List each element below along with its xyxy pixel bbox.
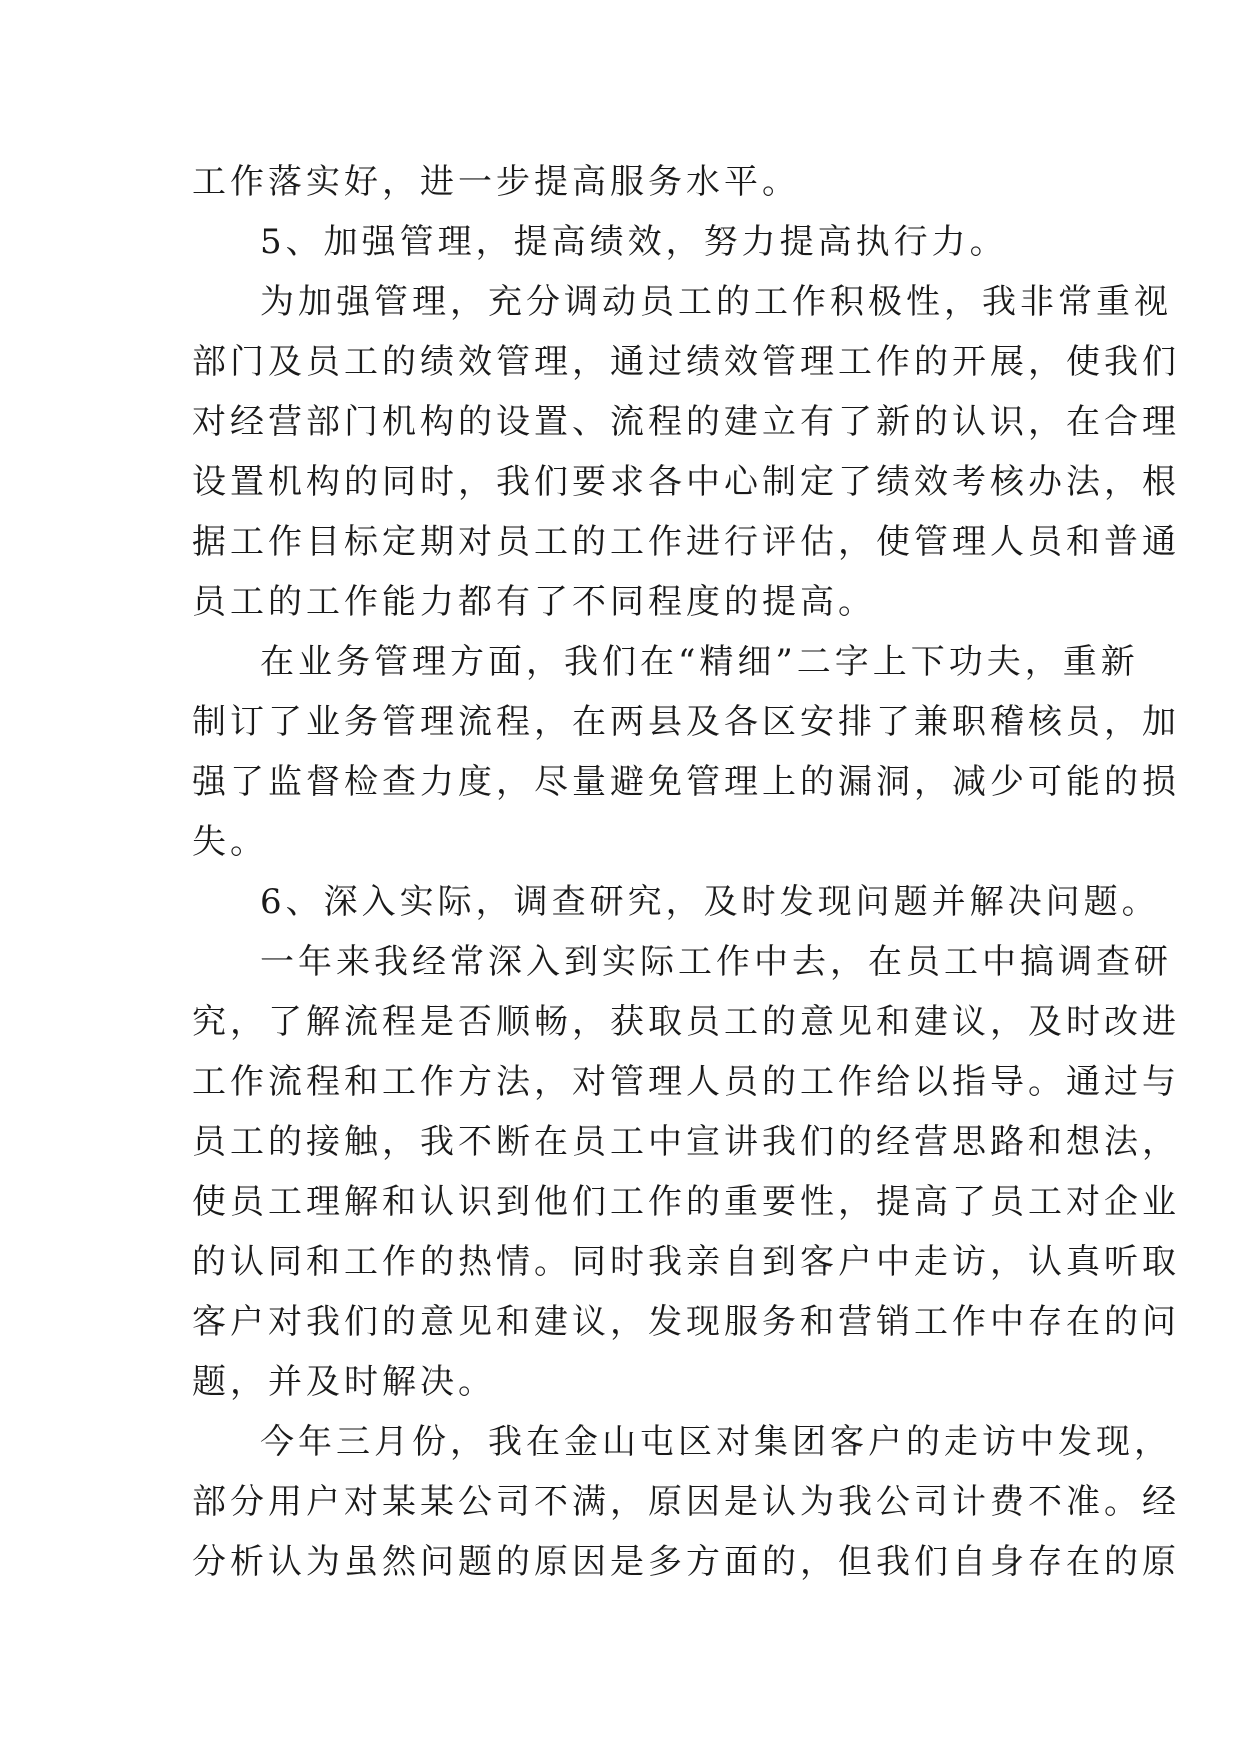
text-line: 的认同和工作的热情。同时我亲自到客户中走访，认真听取: [192, 1242, 1180, 1282]
text-line: 客户对我们的意见和建议，发现服务和营销工作中存在的问: [192, 1302, 1180, 1342]
text-line: 使员工理解和认识到他们工作的重要性，提高了员工对企业: [192, 1182, 1180, 1222]
document-body: [192, 152, 1180, 1592]
section-heading-6: 6、深入实际，调查研究，及时发现问题并解决问题。: [260, 882, 1160, 922]
text-line: 失。: [192, 822, 268, 862]
text-line: 制订了业务管理流程，在两县及各区安排了兼职稽核员，加: [192, 702, 1180, 742]
text-line: 据工作目标定期对员工的工作进行评估，使管理人员和普通: [192, 522, 1180, 562]
text-line: 为加强管理，充分调动员工的工作积极性，我非常重视: [260, 282, 1172, 322]
text-line: 设置机构的同时，我们要求各中心制定了绩效考核办法，根: [192, 462, 1180, 502]
text-line: 题，并及时解决。: [192, 1362, 496, 1402]
text-line: 部门及员工的绩效管理，通过绩效管理工作的开展，使我们: [192, 342, 1180, 382]
text-line: 工作流程和工作方法，对管理人员的工作给以指导。通过与: [192, 1062, 1180, 1102]
text-line: 强了监督检查力度，尽量避免管理上的漏洞，减少可能的损: [192, 762, 1180, 802]
text-line: 今年三月份，我在金山屯区对集团客户的走访中发现，: [260, 1422, 1172, 1462]
text-line: 工作落实好，进一步提高服务水平。: [192, 162, 800, 202]
text-line: 员工的工作能力都有了不同程度的提高。: [192, 582, 876, 622]
text-line: 究，了解流程是否顺畅，获取员工的意见和建议，及时改进: [192, 1002, 1180, 1042]
text-line: 分析认为虽然问题的原因是多方面的，但我们自身存在的原: [192, 1542, 1180, 1582]
text-line: 一年来我经常深入到实际工作中去，在员工中搞调查研: [260, 942, 1172, 982]
text-line: 部分用户对某某公司不满，原因是认为我公司计费不准。经: [192, 1482, 1180, 1522]
text-line: 对经营部门机构的设置、流程的建立有了新的认识，在合理: [192, 402, 1180, 442]
text-line: 员工的接触，我不断在员工中宣讲我们的经营思路和想法，: [192, 1122, 1180, 1162]
text-line: 在业务管理方面，我们在“精细”二字上下功夫，重新: [260, 642, 1139, 682]
section-heading-5: 5、加强管理，提高绩效，努力提高执行力。: [260, 222, 1008, 262]
